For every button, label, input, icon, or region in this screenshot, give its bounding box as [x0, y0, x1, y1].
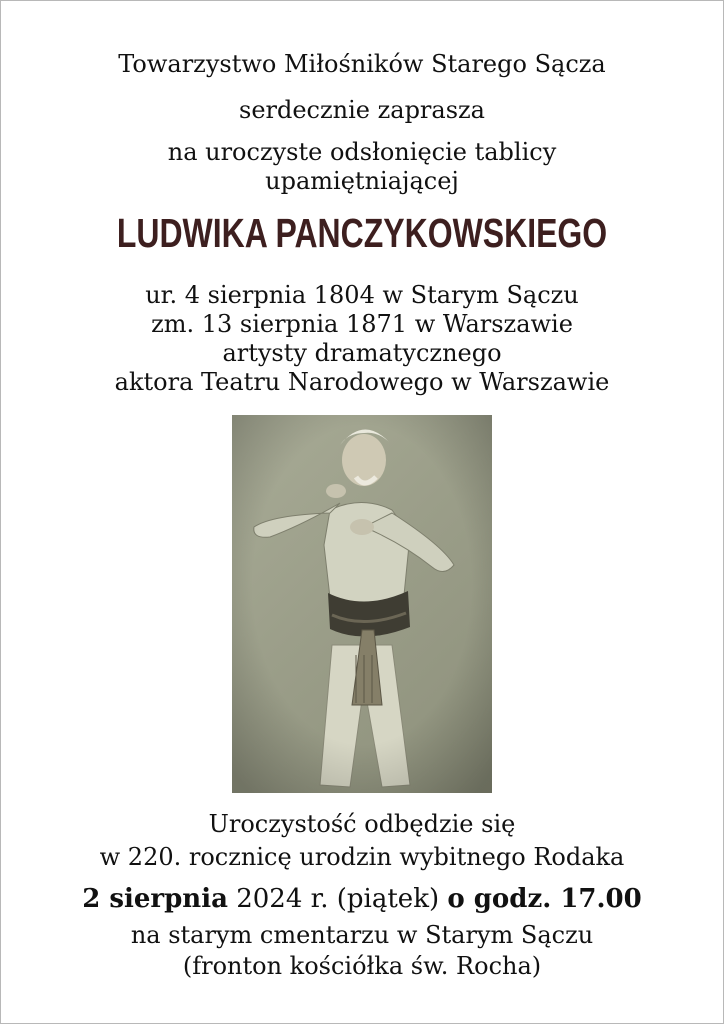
role-line-1: artysty dramatycznego: [222, 339, 502, 367]
occasion-line-2: upamiętniającej: [265, 167, 459, 195]
date-time-line: [0, 884, 724, 914]
event-date: 2 sierpnia: [82, 884, 228, 914]
portrait-photo: [232, 415, 492, 793]
actor-figure: [232, 415, 492, 793]
event-line-1: Uroczystość odbędzie się: [208, 810, 516, 838]
birth-line: ur. 4 sierpnia 1804 w Starym Sączu: [145, 281, 579, 309]
invite-line: serdecznie zaprasza: [239, 96, 485, 124]
role-line-2: aktora Teatru Narodowego w Warszawie: [114, 368, 610, 396]
honoree-name: LUDWIKA PANCZYKOWSKIEGO: [116, 210, 608, 256]
organizer-line: Towarzystwo Miłośników Starego Sącza: [118, 50, 606, 78]
place-line-1: na starym cmentarzu w Starym Sączu: [130, 921, 594, 949]
occasion-line-1: na uroczyste odsłonięcie tablicy: [167, 138, 557, 166]
event-year: 2024 r. (piątek): [227, 884, 448, 914]
event-time: o godz. 17.00: [447, 884, 642, 914]
place-line-2: (fronton kościółka św. Rocha): [182, 952, 542, 980]
event-line-2: w 220. rocznicę urodzin wybitnego Rodaka: [99, 843, 625, 871]
death-line: zm. 13 sierpnia 1871 w Warszawie: [151, 310, 573, 338]
